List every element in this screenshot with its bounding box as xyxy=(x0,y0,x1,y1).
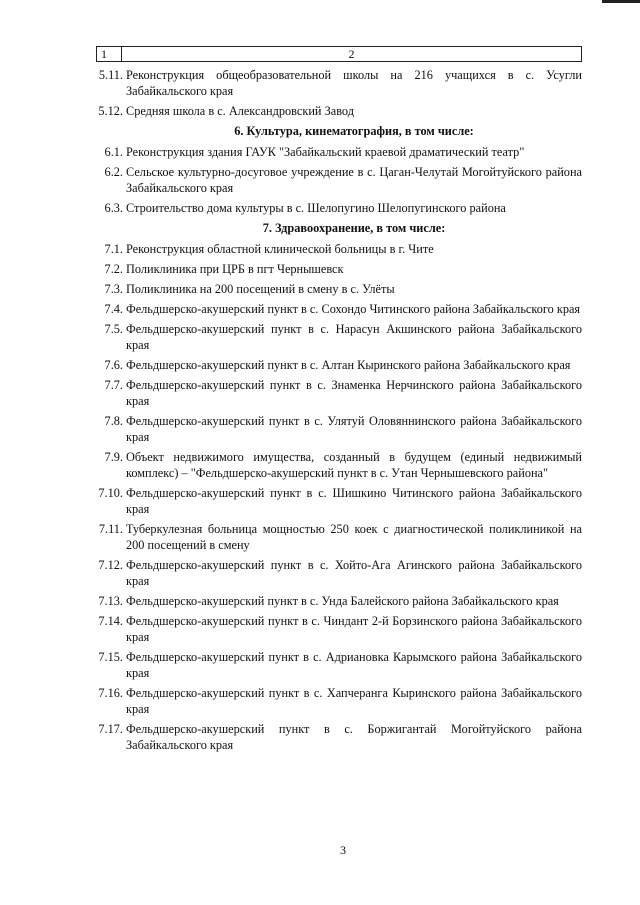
list-item xyxy=(96,144,582,160)
list-item xyxy=(96,164,582,196)
item-number: 7.10. xyxy=(98,486,123,500)
section-heading: 6. Культура, кинематография, в том числе: xyxy=(234,124,474,138)
document-content xyxy=(96,46,582,757)
list-item xyxy=(96,321,582,353)
item-text: Фельдшерско-акушерский пункт в с. Алтан Кыринского района Забайкальского края xyxy=(126,358,571,372)
item-number: 6.1. xyxy=(104,145,123,159)
item-number: 7.17. xyxy=(98,722,123,736)
item-number: 7.7. xyxy=(104,378,123,392)
list-item xyxy=(96,103,582,119)
item-text: Фельдшерско-акушерский пункт в с. Нарасун Акшинского района Забайкальского края xyxy=(126,322,582,352)
list-item xyxy=(96,485,582,517)
item-number: 5.12. xyxy=(98,104,123,118)
item-list xyxy=(96,67,582,753)
list-item xyxy=(96,721,582,753)
item-number: 7.2. xyxy=(104,262,123,276)
item-number: 7.4. xyxy=(104,302,123,316)
list-item xyxy=(96,261,582,277)
table-header-col2: 2 xyxy=(348,47,355,61)
item-number: 7.16. xyxy=(98,686,123,700)
list-item xyxy=(96,649,582,681)
item-number: 7.14. xyxy=(98,614,123,628)
item-text: Фельдшерско-акушерский пункт в с. Унда Балейского района Забайкальского края xyxy=(126,594,559,608)
item-text: Объект недвижимого имущества, созданный в будущем (единый недвижимый комплекс) – "Фельдшерско-акушерский пункт в с. Утан Чернышевского района" xyxy=(126,450,582,480)
item-number: 7.3. xyxy=(104,282,123,296)
item-text: Сельское культурно-досуговое учреждение в с. Цаган-Челутай Могойтуйского района Забайкальского края xyxy=(126,165,582,195)
item-number: 6.3. xyxy=(104,201,123,215)
item-number: 6.2. xyxy=(104,165,123,179)
item-number: 7.12. xyxy=(98,558,123,572)
list-item xyxy=(96,200,582,216)
item-text: Строительство дома культуры в с. Шелопугино Шелопугинского района xyxy=(126,201,506,215)
list-item xyxy=(96,67,582,99)
item-text: Фельдшерско-акушерский пункт в с. Знаменка Нерчинского района Забайкальского края xyxy=(126,378,582,408)
list-item xyxy=(96,685,582,717)
section-heading: 7. Здравоохранение, в том числе: xyxy=(262,221,446,235)
item-text: Реконструкция областной клинической больницы в г. Чите xyxy=(126,242,434,256)
list-item xyxy=(96,449,582,481)
item-text: Фельдшерско-акушерский пункт в с. Сохондо Читинского района Забайкальского края xyxy=(126,302,581,316)
item-text: Реконструкция общеобразовательной школы на 216 учащихся в с. Усугли Забайкальского края xyxy=(126,68,582,98)
list-item xyxy=(96,613,582,645)
item-text: Поликлиника на 200 посещений в смену в с. Улёты xyxy=(126,282,395,296)
list-item xyxy=(96,593,582,609)
item-text: Фельдшерско-акушерский пункт в с. Хапчеранга Кыринского района Забайкальского края xyxy=(126,686,582,716)
item-text: Фельдшерско-акушерский пункт в с. Адриановка Карымского района Забайкальского края xyxy=(126,650,582,680)
item-text: Фельдшерско-акушерский пункт в с. Шишкино Читинского района Забайкальского края xyxy=(126,486,582,516)
page-number: 3 xyxy=(340,843,346,857)
item-number: 7.1. xyxy=(104,242,123,256)
list-item xyxy=(96,301,582,317)
item-text: Средняя школа в с. Александровский Завод xyxy=(126,104,354,118)
item-number: 7.8. xyxy=(104,414,123,428)
scan-edge-mark xyxy=(602,0,640,3)
item-number: 7.9. xyxy=(104,450,123,464)
item-text: Реконструкция здания ГАУК "Забайкальский краевой драматический театр" xyxy=(126,145,525,159)
item-number: 7.13. xyxy=(98,594,123,608)
item-number: 7.6. xyxy=(104,358,123,372)
table-header-row xyxy=(96,46,582,62)
list-item xyxy=(96,241,582,257)
item-number: 7.11. xyxy=(98,522,123,536)
item-text: Фельдшерско-акушерский пункт в с. Боржигантай Могойтуйского района Забайкальского края xyxy=(126,722,582,752)
list-item xyxy=(96,357,582,373)
list-item xyxy=(96,521,582,553)
item-text: Фельдшерско-акушерский пункт в с. Чиндант 2-й Борзинского района Забайкальского края xyxy=(126,614,582,644)
item-text: Фельдшерско-акушерский пункт в с. Улятуй Оловяннинского района Забайкальского края xyxy=(126,414,582,444)
item-number: 7.15. xyxy=(98,650,123,664)
item-text: Поликлиника при ЦРБ в пгт Чернышевск xyxy=(126,262,344,276)
list-item xyxy=(96,281,582,297)
item-number: 5.11. xyxy=(98,68,123,82)
item-text: Туберкулезная больница мощностью 250 коек с диагностической поликлиникой на 200 посещений в смену xyxy=(126,522,582,552)
table-header-col1: 1 xyxy=(97,47,122,61)
list-item xyxy=(96,377,582,409)
item-text: Фельдшерско-акушерский пункт в с. Хойто-Ага Агинского района Забайкальского края xyxy=(126,558,582,588)
list-item xyxy=(96,557,582,589)
list-item xyxy=(96,413,582,445)
item-number: 7.5. xyxy=(104,322,123,336)
